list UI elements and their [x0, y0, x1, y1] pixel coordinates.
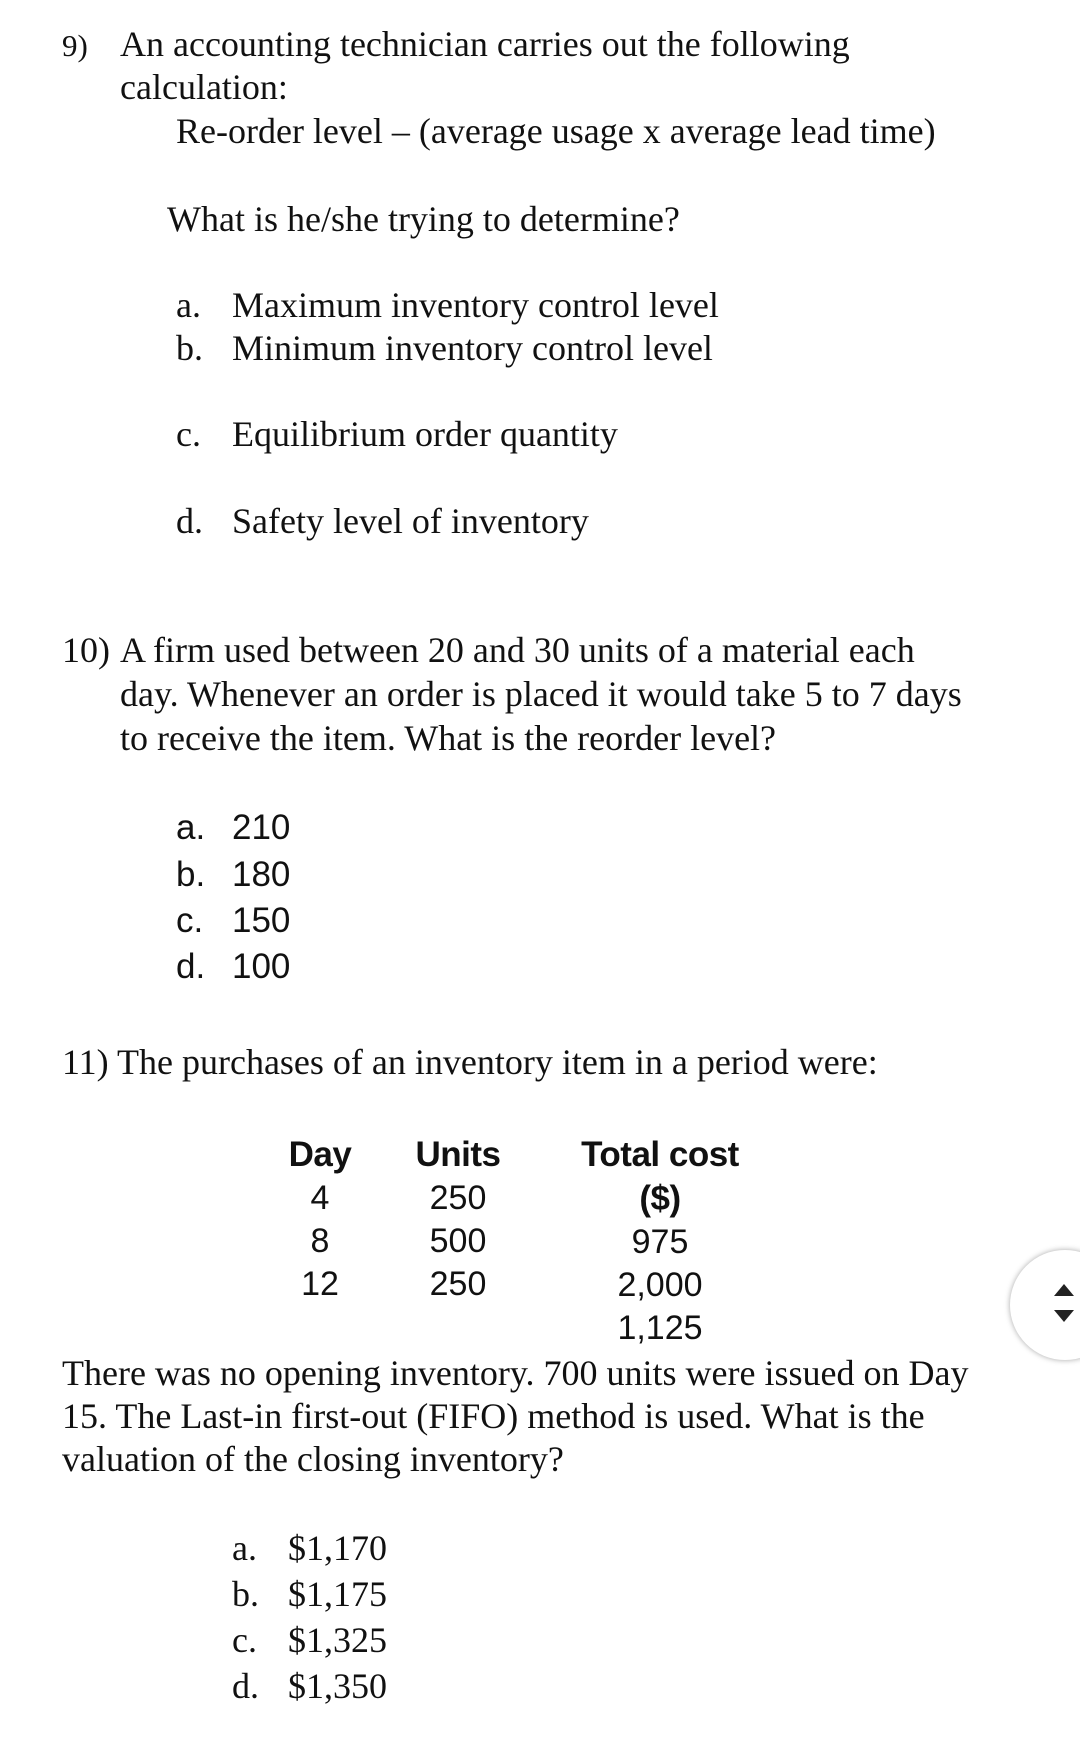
- option-letter: b.: [176, 855, 206, 894]
- option-letter: c.: [176, 414, 201, 454]
- option-letter: d.: [176, 947, 206, 986]
- option-letter: c.: [232, 1620, 257, 1660]
- option-text: Maximum inventory control level: [232, 285, 719, 325]
- table-header-units: Units: [415, 1135, 501, 1174]
- table-cell: 500: [429, 1222, 487, 1260]
- table-cell: 1,125: [617, 1309, 703, 1347]
- option-letter: c.: [176, 901, 204, 940]
- triangle-down-icon[interactable]: [1054, 1310, 1074, 1322]
- question-11-option-a[interactable]: [232, 1526, 387, 1570]
- question-10-text-line-1: A firm used between 20 and 30 units of a material each: [120, 630, 915, 670]
- question-10-number: 10): [62, 630, 110, 670]
- option-text: Equilibrium order quantity: [232, 414, 618, 454]
- question-10-text-line-3: to receive the item. What is the reorder level?: [120, 718, 777, 758]
- option-text: Safety level of inventory: [232, 501, 589, 541]
- table-cell: 250: [429, 1179, 487, 1217]
- question-11-text-line-1: There was no opening inventory. 700 units were issued on Day: [62, 1353, 969, 1393]
- option-letter: d.: [232, 1666, 259, 1706]
- question-11-text-line-3: valuation of the closing inventory?: [62, 1439, 564, 1479]
- question-10-option-d[interactable]: [176, 945, 290, 988]
- question-10-option-b[interactable]: [176, 853, 290, 896]
- question-9-number: 9): [62, 28, 88, 63]
- table-column-total-cost: [570, 1133, 750, 1350]
- option-letter: b.: [232, 1574, 259, 1614]
- option-text: 210: [232, 808, 291, 847]
- table-cell: 4: [310, 1179, 330, 1217]
- option-letter: b.: [176, 328, 203, 368]
- question-10-option-a[interactable]: [176, 806, 290, 849]
- question-11-option-c[interactable]: [232, 1618, 387, 1662]
- table-column-units: [408, 1133, 508, 1306]
- table-cell: 12: [301, 1265, 339, 1303]
- table-cell: 2,000: [617, 1266, 703, 1304]
- option-text: Minimum inventory control level: [232, 328, 713, 368]
- question-9-formula: Re-order level – (average usage x average lead time): [176, 111, 936, 151]
- table-header-day: Day: [288, 1135, 352, 1174]
- table-cell: 975: [631, 1223, 689, 1261]
- question-9-prompt: What is he/she trying to determine?: [167, 199, 680, 239]
- table-cell: 8: [310, 1222, 330, 1260]
- question-9-option-b[interactable]: [176, 326, 713, 370]
- option-text: $1,170: [288, 1528, 387, 1568]
- question-9-option-d[interactable]: [176, 499, 589, 543]
- option-letter: d.: [176, 501, 203, 541]
- option-text: 150: [232, 901, 291, 940]
- question-10-option-c[interactable]: [176, 899, 290, 942]
- question-11-text-line-2: 15. The Last-in first-out (FIFO) method is used. What is the: [62, 1396, 925, 1436]
- triangle-up-icon[interactable]: [1054, 1284, 1074, 1296]
- option-text: $1,350: [288, 1666, 387, 1706]
- question-9-option-a[interactable]: [176, 283, 719, 327]
- option-text: 100: [232, 947, 291, 986]
- page-nav-widget[interactable]: [1010, 1250, 1080, 1360]
- question-9-text-line-1: An accounting technician carries out the following: [120, 24, 850, 64]
- question-10-text-line-2: day. Whenever an order is placed it would take 5 to 7 days: [120, 674, 962, 714]
- question-11-option-d[interactable]: [232, 1664, 387, 1708]
- option-text: 180: [232, 855, 291, 894]
- question-9-option-c[interactable]: [176, 412, 618, 456]
- question-11-intro: 11) The purchases of an inventory item in a period were:: [62, 1042, 878, 1082]
- table-column-day: [280, 1133, 360, 1306]
- question-9-text-line-2: calculation:: [120, 67, 288, 107]
- table-header-total-cost: Total cost ($): [581, 1135, 739, 1218]
- option-letter: a.: [176, 285, 201, 325]
- question-11-option-b[interactable]: [232, 1572, 387, 1616]
- table-cell: 250: [429, 1265, 487, 1303]
- option-letter: a.: [176, 808, 206, 847]
- option-text: $1,325: [288, 1620, 387, 1660]
- option-letter: a.: [232, 1528, 257, 1568]
- option-text: $1,175: [288, 1574, 387, 1614]
